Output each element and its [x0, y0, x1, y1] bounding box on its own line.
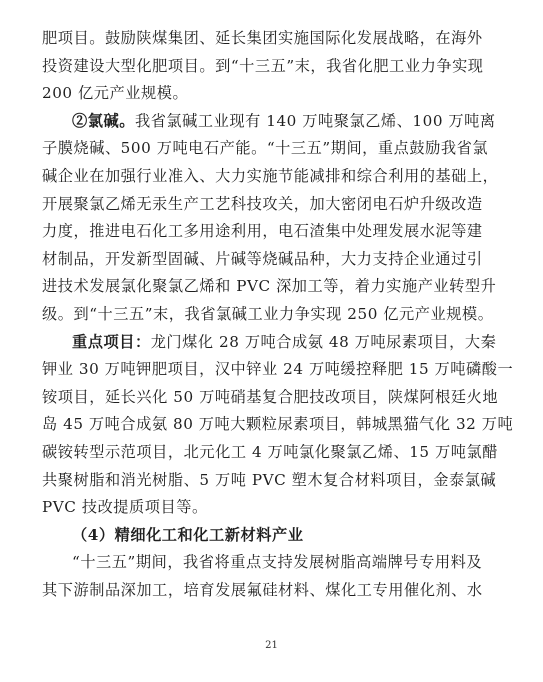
text-line: 钾业 30 万吨钾肥项目，汉中锌业 24 万吨缓控释肥 15 万吨磷酸一 [42, 360, 514, 379]
text-line: 共聚树脂和消光树脂、5 万吨 PVC 塑木复合材料项目，金泰氯碱 [42, 470, 497, 489]
text-line: 投资建设大型化肥项目。到“十三五”末，我省化肥工业力争实现 [42, 56, 484, 75]
text-line: 子膜烧碱、500 万吨电石产能。“十三五”期间，重点鼓励我省氯 [42, 139, 489, 158]
text-line: 力度，推进电石化工多用途利用，电石渣集中处理发展水泥等建 [42, 222, 483, 241]
text-line: 开展聚氯乙烯无汞生产工艺科技攻关，加大密闭电石炉升级改造 [42, 194, 483, 213]
text-line: 材制品，开发新型固碱、片碱等烧碱品种，大力支持企业通过引 [42, 249, 483, 268]
key-projects-first-line [0, 332, 543, 352]
section-4-heading: （4）精细化工和化工新材料产业 [72, 525, 304, 544]
text-line: 碳铵转型示范项目，北元化工 4 万吨氯化聚氯乙烯、15 万吨氯醋 [42, 443, 498, 461]
text-line: PVC 技改提质项目等。 [42, 498, 208, 517]
key-projects-text: 龙门煤化 28 万吨合成氨 48 万吨尿素项目，大秦 [150, 332, 497, 351]
text-line: 岛 45 万吨合成氨 80 万吨大颗粒尿素项目，韩城黑猫气化 32 万吨 [42, 415, 514, 434]
key-projects-heading: 重点项目： [72, 332, 151, 351]
text-line: “十三五”期间，我省将重点支持发展树脂高端牌号专用料及 [72, 553, 483, 572]
text-line: 其下游制品深加工，培育发展氟硅材料、煤化工专用催化剂、水 [42, 581, 483, 599]
text-line: 级。到“十三五”末，我省氯碱工业力争实现 250 亿元产业规模。 [42, 305, 494, 323]
text-line: 铵项目，延长兴化 50 万吨硝基复合肥技改项目，陕煤阿根廷火地 [42, 387, 499, 406]
chlor-alkali-first-line [0, 111, 543, 131]
text-line: 碱企业在加强行业准入、大力实施节能减排和综合利用的基础上， [42, 167, 499, 185]
text-line: 200 亿元产业规模。 [42, 84, 189, 103]
text-line: 肥项目。鼓励陕煤集团、延长集团实施国际化发展战略，在海外 [42, 29, 483, 47]
chlor-alkali-text: 我省氯碱工业现有 140 万吨聚氯乙烯、100 万吨离 [134, 111, 496, 130]
chlor-alkali-heading: ②氯碱。 [72, 111, 135, 130]
page-number: 21 [265, 640, 278, 651]
text-line: 进技术发展氯化聚氯乙烯和 PVC 深加工等，着力实施产业转型升 [42, 277, 497, 296]
